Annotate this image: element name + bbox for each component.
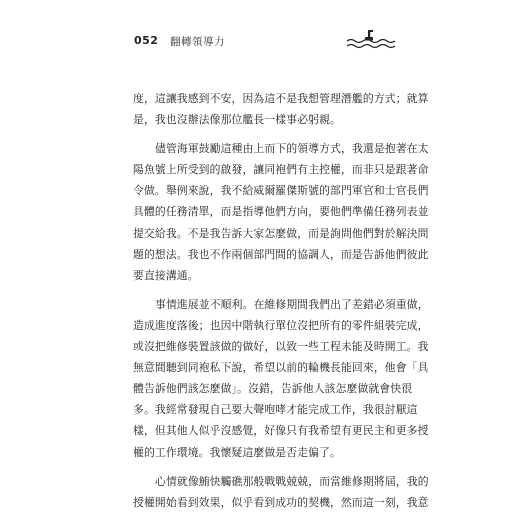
text-line: 體告訴他們該怎麼做」。沒錯，告訴他人該怎麼做就會快很	[133, 382, 413, 396]
text-line: 題的想法。我也不作兩個部門間的協調人，而是告訴他們彼此	[133, 247, 429, 261]
text-line: 令做。舉例來說，我不給威爾羅傑斯號的部門軍官和士官長們	[133, 184, 429, 198]
paragraph	[133, 138, 429, 286]
text-line: 樣，但其他人似乎沒感覺，好像只有我希望有更民主和更多授	[133, 424, 429, 438]
text-line: 提交給我。不是我告訴大家怎麼做，而是詢問他們對於解決問	[133, 226, 429, 240]
text-line: 具體的任務清單，而是指導他們方向，要他們準備任務列表並	[133, 205, 429, 219]
paragraph	[133, 88, 429, 130]
text-line: 事情進展並不順利。在維修期間我們出了差錯必須重做，	[155, 297, 429, 311]
text-line: 是，我也沒辦法像那位艦長一樣事必躬親。	[133, 113, 341, 127]
text-line: 陽魚號上所受到的啟發，讓同袍們有主控權，而非只是跟著命	[133, 163, 429, 177]
paragraph	[133, 294, 429, 463]
submarine-waves-icon	[346, 28, 396, 52]
text-line: 度，這讓我感到不安，因為這不是我想管理潛艦的方式；就算	[133, 92, 429, 105]
text-line: 授權開始看到效果，似乎看到成功的契機，然而這一刻，我意	[133, 495, 429, 509]
text-line: 權的工作環境。我懷疑這麼做是否走偏了。	[133, 445, 341, 459]
page-header	[134, 28, 392, 54]
text-line: 造成進度落後；也因中階執行單位沒把所有的零件組裝完成，	[133, 318, 429, 332]
body-text	[133, 88, 429, 513]
paragraph	[133, 471, 429, 513]
text-line: 要直接溝通。	[133, 268, 199, 282]
text-line: 或沒把維修裝置該做的做好，以致一些工程未能及時開工。我	[133, 340, 429, 354]
text-line: 儘管海軍鼓勵這種由上而下的領導方式，我還是抱著在太	[155, 142, 429, 156]
page-number: 052	[134, 34, 159, 47]
text-line: 心情就像鮪快觸礁那般戰戰兢兢，而當維修期將屆，我的	[155, 474, 429, 488]
running-title: 翻轉領導力	[170, 36, 225, 48]
text-line: 多。我經常發現自己要大聲咆哮才能完成工作，我很討厭這	[133, 403, 418, 417]
text-line: 無意間聽到同袍私下說，希望以前的輪機長能回來，他會「具	[133, 361, 429, 375]
